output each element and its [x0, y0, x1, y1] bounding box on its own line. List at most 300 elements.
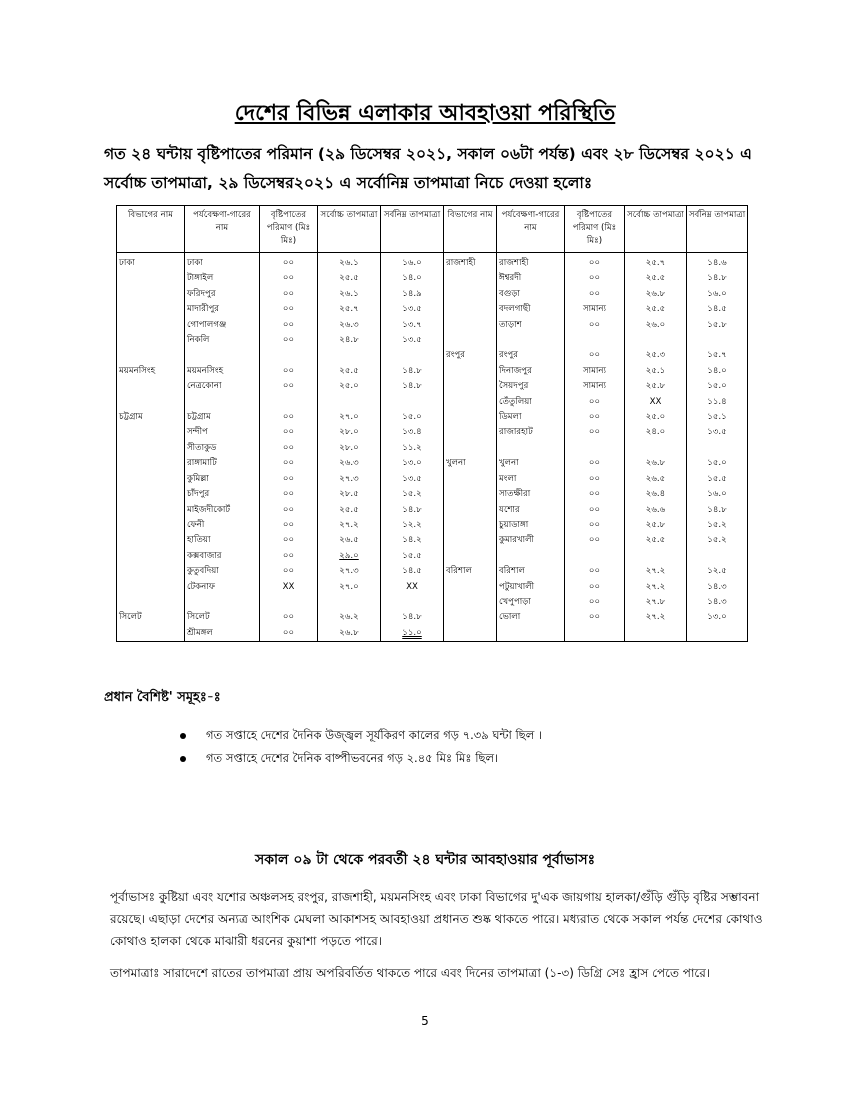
station-cell: কুতুবদিয়া: [185, 564, 260, 579]
rainfall-cell: ০০: [260, 610, 318, 625]
min-temp-cell: ১৫.২: [381, 487, 444, 502]
table-row: [117, 487, 748, 502]
rainfall-cell: [260, 348, 318, 363]
rainfall-cell: সামান্য: [565, 302, 625, 317]
station-cell: ভোলা: [497, 610, 565, 625]
max-temp-cell: ২৫.৫: [318, 503, 381, 518]
division-cell: [117, 395, 185, 410]
min-temp-cell: ১৪.৩: [687, 595, 748, 610]
rainfall-cell: ০০: [260, 441, 318, 456]
division-cell: [444, 472, 497, 487]
header-min-temp: সর্বনিম্ন তাপমাত্রা: [381, 206, 444, 253]
station-cell: মংলা: [497, 472, 565, 487]
table-row: [117, 348, 748, 363]
max-temp-cell: ২৬.১: [318, 287, 381, 302]
table-row: [117, 503, 748, 518]
rainfall-cell: ০০: [260, 533, 318, 548]
division-cell: ময়মনসিংহ: [117, 364, 185, 379]
min-temp-cell: ১৩.৫: [381, 333, 444, 348]
min-temp-cell: ১৪.৮: [687, 271, 748, 286]
division-cell: [444, 549, 497, 564]
rainfall-cell: ০০: [260, 333, 318, 348]
division-cell: [117, 472, 185, 487]
max-temp-cell: ২৭.৩: [318, 472, 381, 487]
rainfall-cell: ০০: [260, 410, 318, 425]
division-cell: [444, 518, 497, 533]
division-cell: [444, 503, 497, 518]
division-cell: [444, 271, 497, 286]
table-row: [117, 595, 748, 610]
underlined-value: ১১.০: [402, 627, 422, 638]
division-cell: [117, 626, 185, 642]
max-temp-cell: ২৫.৫: [318, 364, 381, 379]
max-temp-cell: ২৬.০: [625, 318, 687, 333]
intro-paragraph: গত ২৪ ঘন্টায় বৃষ্টিপাতের পরিমান (২৯ ডিসেম্বর ২০২১, সকাল ০৬টা পর্যন্ত) এবং ২৮ ডিসেম্বর ২০২১ এ সর্বোচ্চ তাপমাত্রা, ২৯ ডিসেম্বর২০২১ এ সর্বোনিম্ন তাপমাত্রা নিচে দেওয়া হলোঃ: [104, 145, 752, 192]
station-cell: চাঁদপুর: [185, 487, 260, 502]
division-cell: চট্টগ্রাম: [117, 410, 185, 425]
station-cell: দিনাজপুর: [497, 364, 565, 379]
division-cell: [117, 302, 185, 317]
division-cell: রাজশাহী: [444, 253, 497, 272]
rainfall-cell: ০০: [260, 472, 318, 487]
rainfall-cell: ০০: [260, 456, 318, 471]
table-row: [117, 564, 748, 579]
division-cell: বরিশাল: [444, 564, 497, 579]
station-cell: [497, 333, 565, 348]
max-temp-cell: ২৬.৫: [625, 472, 687, 487]
division-cell: [117, 271, 185, 286]
min-temp-cell: [687, 549, 748, 564]
rainfall-cell: ০০: [565, 348, 625, 363]
station-cell: বগুড়া: [497, 287, 565, 302]
station-cell: [497, 626, 565, 642]
max-temp-cell: ২৬.৮: [625, 287, 687, 302]
division-cell: [444, 410, 497, 425]
station-cell: মাইজদীকোর্ট: [185, 503, 260, 518]
rainfall-cell: [565, 549, 625, 564]
division-cell: [117, 487, 185, 502]
station-cell: বদলগাছী: [497, 302, 565, 317]
division-cell: [117, 503, 185, 518]
division-cell: [117, 318, 185, 333]
division-cell: [444, 318, 497, 333]
rainfall-cell: [565, 333, 625, 348]
underlined-value: ২৯.০: [339, 550, 359, 561]
feature-text: গত সপ্তাহে দেশের দৈনিক উজ্জ্বল সূর্যকিরণ কালের গড় ৭.৩৯ ঘন্টা ছিল ।: [206, 728, 543, 742]
min-temp-cell: ১৪.৬: [687, 253, 748, 272]
station-cell: ডিমলা: [497, 410, 565, 425]
max-temp-cell: [318, 595, 381, 610]
rainfall-cell: ০০: [565, 425, 625, 440]
table-row: [117, 333, 748, 348]
min-temp-cell: ১২.২: [381, 518, 444, 533]
division-cell: [444, 487, 497, 502]
min-temp-cell: ১৩.০: [381, 456, 444, 471]
min-temp-cell: ১৫.৫: [687, 472, 748, 487]
bullet-icon: [180, 756, 186, 762]
rainfall-cell: ০০: [260, 518, 318, 533]
features-heading: প্রধান বৈশিষ্ট' সমূহঃ-ঃ: [104, 690, 221, 705]
max-temp-cell: ২৫.৫: [318, 271, 381, 286]
max-temp-cell: [318, 395, 381, 410]
bullet-icon: [180, 733, 186, 739]
header-min-temp: সর্বনিম্ন তাপমাত্রা: [687, 206, 748, 253]
rainfall-cell: ০০: [260, 564, 318, 579]
weather-table: [116, 205, 748, 642]
station-cell: যশোর: [497, 503, 565, 518]
station-cell: রংপুর: [497, 348, 565, 363]
rainfall-cell: ০০: [260, 379, 318, 394]
rainfall-cell: ০০: [260, 549, 318, 564]
rainfall-cell: [565, 441, 625, 456]
max-temp-cell: ২৬.৪: [625, 487, 687, 502]
rainfall-cell: XX: [260, 580, 318, 595]
max-temp-cell: ২৭.২: [625, 580, 687, 595]
table-header-row: [117, 206, 748, 253]
min-temp-cell: ১৫.০: [381, 410, 444, 425]
table-row: [117, 271, 748, 286]
max-temp-cell: ২৭.৩: [318, 564, 381, 579]
max-temp-cell: [318, 348, 381, 363]
header-station: পর্যবেক্ষণা-গারের নাম: [185, 206, 260, 253]
min-temp-cell: ১৬.০: [687, 287, 748, 302]
min-temp-cell: ১৩.৫: [687, 425, 748, 440]
rainfall-cell: সামান্য: [565, 364, 625, 379]
min-temp-cell: ১৩.৪: [381, 425, 444, 440]
min-temp-cell: ১৪.০: [381, 271, 444, 286]
rainfall-cell: ০০: [565, 456, 625, 471]
station-cell: কুমারখালী: [497, 533, 565, 548]
max-temp-cell: ২৫.৭: [625, 253, 687, 272]
max-temp-cell: ২৫.৫: [625, 271, 687, 286]
station-cell: [185, 595, 260, 610]
rainfall-cell: ০০: [565, 287, 625, 302]
max-temp-cell: [625, 333, 687, 348]
page-title: দেশের বিভিন্ন এলাকার আবহাওয়া পরিস্থিতি: [234, 101, 616, 126]
min-temp-cell: ১৫.০: [687, 456, 748, 471]
division-cell: [117, 533, 185, 548]
max-temp-cell: ২৫.০: [625, 410, 687, 425]
rainfall-cell: ০০: [565, 487, 625, 502]
max-temp-cell: ২৫.৮: [625, 518, 687, 533]
division-cell: রংপুর: [444, 348, 497, 363]
station-cell: সৈয়দপুর: [497, 379, 565, 394]
list-item: [178, 724, 542, 747]
min-temp-cell: XX: [381, 580, 444, 595]
station-cell: বরিশাল: [497, 564, 565, 579]
division-cell: [444, 626, 497, 642]
max-temp-cell: ২৮.০: [318, 425, 381, 440]
rainfall-cell: ০০: [565, 395, 625, 410]
station-cell: ফরিদপুর: [185, 287, 260, 302]
min-temp-cell: [381, 395, 444, 410]
rainfall-cell: ০০: [565, 595, 625, 610]
min-temp-cell: ১৫.৮: [687, 318, 748, 333]
rainfall-cell: ০০: [565, 271, 625, 286]
division-cell: [444, 379, 497, 394]
table-row: [117, 287, 748, 302]
table-row: [117, 580, 748, 595]
table-row: [117, 253, 748, 272]
station-cell: [497, 441, 565, 456]
header-division: বিভাগের নাম: [117, 206, 185, 253]
min-temp-cell: [381, 595, 444, 610]
table-row: [117, 441, 748, 456]
station-cell: টাঙ্গাইল: [185, 271, 260, 286]
min-temp-cell: [381, 626, 444, 642]
header-station: পর্যবেক্ষণা-গারের নাম: [497, 206, 565, 253]
station-cell: [185, 348, 260, 363]
max-temp-cell: ২৭.০: [318, 410, 381, 425]
station-cell: রাজশাহী: [497, 253, 565, 272]
min-temp-cell: ১২.৫: [687, 564, 748, 579]
min-temp-cell: ১৪.৮: [381, 610, 444, 625]
division-cell: সিলেট: [117, 610, 185, 625]
rainfall-cell: ০০: [565, 410, 625, 425]
division-cell: [117, 549, 185, 564]
table-row: [117, 379, 748, 394]
table-row: [117, 410, 748, 425]
min-temp-cell: ১৩.৫: [381, 472, 444, 487]
rainfall-cell: ০০: [565, 472, 625, 487]
station-cell: সিলেট: [185, 610, 260, 625]
page-number: 5: [421, 1014, 429, 1028]
station-cell: সীতাকুড: [185, 441, 260, 456]
station-cell: [185, 395, 260, 410]
station-cell: সন্দীপ: [185, 425, 260, 440]
rainfall-cell: ০০: [260, 425, 318, 440]
min-temp-cell: ১৬.০: [381, 253, 444, 272]
max-temp-cell: ২৫.০: [318, 379, 381, 394]
table-row: [117, 518, 748, 533]
min-temp-cell: ১৫.৫: [381, 549, 444, 564]
station-cell: ময়মনসিংহ: [185, 364, 260, 379]
max-temp-cell: ২৮.০: [318, 441, 381, 456]
max-temp-cell: ২৭.৮: [625, 595, 687, 610]
rainfall-cell: সামান্য: [565, 379, 625, 394]
station-cell: তেঁতুলিয়া: [497, 395, 565, 410]
max-temp-cell: ২৬.১: [318, 253, 381, 272]
station-cell: চট্টগ্রাম: [185, 410, 260, 425]
list-item: [178, 747, 542, 770]
header-rainfall: বৃষ্টিপাতের পরিমাণ (মিঃ মিঃ): [565, 206, 625, 253]
features-list: [178, 724, 542, 770]
station-cell: ফেনী: [185, 518, 260, 533]
min-temp-cell: ১৫.২: [687, 518, 748, 533]
min-temp-cell: ১৫.৭: [687, 348, 748, 363]
max-temp-cell: ২৫.৫: [625, 302, 687, 317]
division-cell: [444, 441, 497, 456]
division-cell: [444, 425, 497, 440]
station-cell: শ্রীমঙ্গল: [185, 626, 260, 642]
min-temp-cell: ১৪.৮: [381, 503, 444, 518]
table-row: [117, 395, 748, 410]
min-temp-cell: [687, 441, 748, 456]
station-cell: গোপালগঞ্জ: [185, 318, 260, 333]
station-cell: [497, 549, 565, 564]
rainfall-cell: [260, 395, 318, 410]
station-cell: খেপুপাড়া: [497, 595, 565, 610]
station-cell: সাতক্ষীরা: [497, 487, 565, 502]
station-cell: হাতিয়া: [185, 533, 260, 548]
table-row: [117, 364, 748, 379]
table-row: [117, 610, 748, 625]
rainfall-cell: [565, 626, 625, 642]
min-temp-cell: ১৪.৮: [381, 379, 444, 394]
header-rainfall: বৃষ্টিপাতের পরিমাণ (মিঃ মিঃ): [260, 206, 318, 253]
max-temp-cell: ২৬.২: [318, 610, 381, 625]
table-row: [117, 425, 748, 440]
division-cell: [117, 518, 185, 533]
division-cell: [117, 564, 185, 579]
rainfall-cell: ০০: [565, 318, 625, 333]
min-temp-cell: ১১.২: [381, 441, 444, 456]
max-temp-cell: ২৪.৮: [318, 333, 381, 348]
rainfall-cell: ০০: [565, 610, 625, 625]
rainfall-cell: [260, 595, 318, 610]
division-cell: [444, 595, 497, 610]
table-row: [117, 626, 748, 642]
division-cell: [117, 348, 185, 363]
station-cell: রাঙ্গামাটি: [185, 456, 260, 471]
min-temp-cell: ১১.৪: [687, 395, 748, 410]
division-cell: ঢাকা: [117, 253, 185, 272]
max-temp-cell: ২৫.১: [625, 364, 687, 379]
max-temp-cell: [625, 626, 687, 642]
station-cell: কক্সবাজার: [185, 549, 260, 564]
division-cell: [444, 533, 497, 548]
temperature-paragraph: তাপমাত্রাঃ সারাদেশে রাতের তাপমাত্রা প্রায় অপরিবর্তিত থাকতে পারে এবং দিনের তাপমাত্রা (১-৩) ডিগ্রি সেঃ হ্রাস পেতে পারে।: [110, 966, 711, 980]
rainfall-cell: ০০: [260, 271, 318, 286]
min-temp-cell: ১৪.৮: [381, 364, 444, 379]
max-temp-cell: ২৬.৬: [625, 503, 687, 518]
division-cell: খুলনা: [444, 456, 497, 471]
rainfall-cell: ০০: [260, 318, 318, 333]
max-temp-cell: ২৬.৩: [318, 456, 381, 471]
rainfall-cell: ০০: [565, 253, 625, 272]
header-max-temp: সর্বোচ্চ তাপমাত্রা: [318, 206, 381, 253]
station-cell: রাজারহাট: [497, 425, 565, 440]
station-cell: পটুয়াখালী: [497, 580, 565, 595]
table-row: [117, 549, 748, 564]
max-temp-cell: ২৬.৮: [625, 456, 687, 471]
min-temp-cell: ১৩.৭: [381, 318, 444, 333]
division-cell: [444, 610, 497, 625]
division-cell: [117, 441, 185, 456]
station-cell: নেত্রকোনা: [185, 379, 260, 394]
min-temp-cell: [687, 333, 748, 348]
max-temp-cell: [625, 549, 687, 564]
station-cell: ঢাকা: [185, 253, 260, 272]
min-temp-cell: ১৪.০: [687, 364, 748, 379]
min-temp-cell: ১৩.০: [687, 610, 748, 625]
max-temp-cell: ২৪.০: [625, 425, 687, 440]
table-row: [117, 533, 748, 548]
station-cell: তাড়াশ: [497, 318, 565, 333]
station-cell: টেকনাফ: [185, 580, 260, 595]
min-temp-cell: [687, 626, 748, 642]
max-temp-cell: ২৮.৫: [318, 487, 381, 502]
rainfall-cell: ০০: [260, 287, 318, 302]
max-temp-cell: ২৭.২: [625, 610, 687, 625]
station-cell: খুলনা: [497, 456, 565, 471]
division-cell: [444, 364, 497, 379]
min-temp-cell: ১৫.০: [687, 379, 748, 394]
division-cell: [117, 425, 185, 440]
rainfall-cell: ০০: [260, 302, 318, 317]
max-temp-cell: ২৫.৮: [625, 379, 687, 394]
max-temp-cell: ২৬.৩: [318, 318, 381, 333]
min-temp-cell: ১৫.২: [687, 533, 748, 548]
rainfall-cell: ০০: [260, 626, 318, 642]
division-cell: [444, 395, 497, 410]
max-temp-cell: ২৫.৩: [625, 348, 687, 363]
min-temp-cell: ১৪.২: [381, 533, 444, 548]
table-row: [117, 302, 748, 317]
rainfall-cell: ০০: [260, 487, 318, 502]
station-cell: মাদারীপুর: [185, 302, 260, 317]
rainfall-cell: ০০: [565, 533, 625, 548]
header-max-temp: সর্বোচ্চ তাপমাত্রা: [625, 206, 687, 253]
station-cell: নিকলি: [185, 333, 260, 348]
max-temp-cell: ২৭.০: [318, 580, 381, 595]
min-temp-cell: ১৪.৫: [687, 302, 748, 317]
rainfall-cell: ০০: [260, 253, 318, 272]
division-cell: [444, 302, 497, 317]
rainfall-cell: ০০: [565, 503, 625, 518]
table-row: [117, 456, 748, 471]
min-temp-cell: ১৪.৫: [381, 564, 444, 579]
station-cell: ঈশ্বরদী: [497, 271, 565, 286]
rainfall-cell: ০০: [565, 518, 625, 533]
feature-text: গত সপ্তাহে দেশের দৈনিক বাষ্পীভবনের গড় ২.৪৫ মিঃ মিঃ ছিল।: [206, 751, 499, 765]
max-temp-cell: ২৭.২: [625, 564, 687, 579]
min-temp-cell: ১৪.৯: [381, 287, 444, 302]
division-cell: [117, 456, 185, 471]
table-row: [117, 318, 748, 333]
division-cell: [444, 287, 497, 302]
max-temp-cell: ২৫.৫: [625, 533, 687, 548]
max-temp-cell: ২৬.৮: [318, 626, 381, 642]
rainfall-cell: ০০: [565, 564, 625, 579]
rainfall-cell: ০০: [260, 503, 318, 518]
division-cell: [117, 580, 185, 595]
max-temp-cell: [318, 549, 381, 564]
forecast-title: সকাল ০৯ টা থেকে পরবর্তী ২৪ ঘন্টার আবহাওয়ার পূর্বাভাসঃ: [254, 852, 596, 868]
division-cell: [444, 580, 497, 595]
forecast-paragraph: পূর্বাভাসঃ কুষ্টিয়া এবং যশোর অঞ্চলসহ রংপুর, রাজশাহী, ময়মনসিংহ এবং ঢাকা বিভাগের দু'এক জায়গায় হালকা/গুঁড়ি গুঁড়ি বৃষ্টির সম্ভাবনা রয়েছে। এছাড়া দেশের অন্যত্র আংশিক মেঘলা আকাশসহ আবহাওয়া প্রধানত শুষ্ক থাকতে পারে। মধ্যরাত থেকে সকাল পর্যন্ত দেশের কোথাও কোথাও হালকা থেকে মাঝারী ধরনের কুয়াশা পড়তে পারে।: [110, 890, 763, 948]
header-division: বিভাগের নাম: [444, 206, 497, 253]
rainfall-cell: ০০: [565, 580, 625, 595]
table-row: [117, 472, 748, 487]
max-temp-cell: ২৫.৭: [318, 302, 381, 317]
division-cell: [117, 379, 185, 394]
max-temp-cell: XX: [625, 395, 687, 410]
division-cell: [117, 287, 185, 302]
max-temp-cell: ২৬.৫: [318, 533, 381, 548]
max-temp-cell: ২৭.২: [318, 518, 381, 533]
station-cell: কুমিল্লা: [185, 472, 260, 487]
station-cell: চুয়াডাঙ্গা: [497, 518, 565, 533]
max-temp-cell: [625, 441, 687, 456]
rainfall-cell: ০০: [260, 364, 318, 379]
min-temp-cell: ১৫.১: [687, 410, 748, 425]
min-temp-cell: ১৪.৩: [687, 580, 748, 595]
min-temp-cell: ১৩.৫: [381, 302, 444, 317]
division-cell: [444, 333, 497, 348]
min-temp-cell: [381, 348, 444, 363]
division-cell: [117, 595, 185, 610]
